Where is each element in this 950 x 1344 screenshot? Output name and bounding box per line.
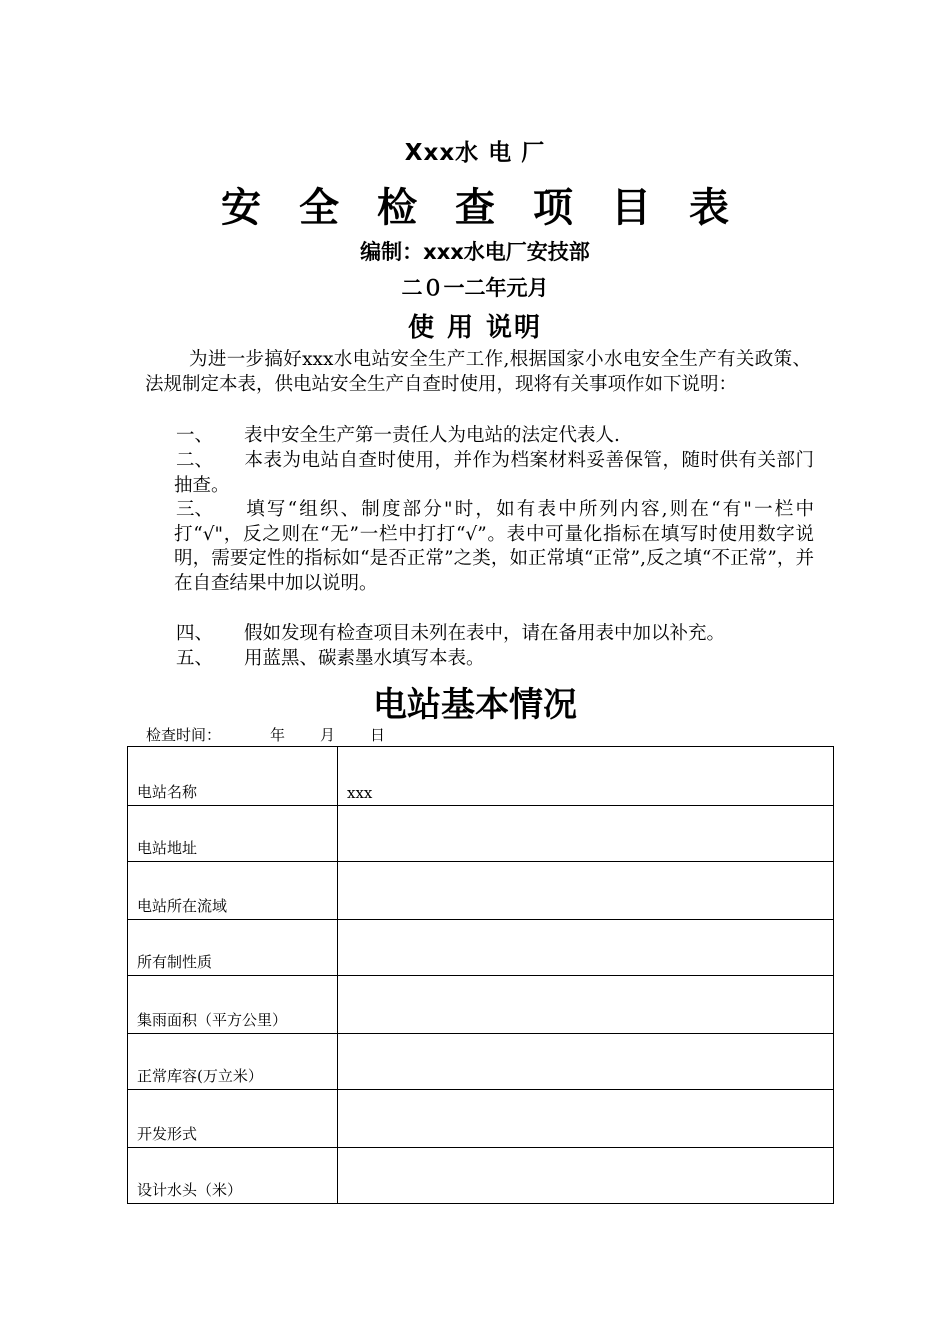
row-label: 正常库容(万立米） — [128, 1034, 338, 1090]
instruction-item — [174, 424, 814, 449]
item-number: 四、 — [176, 623, 214, 644]
row-value[interactable] — [338, 862, 834, 920]
item-text: 本表为电站自查时使用，并作为档案材料妥善保管，随时供有关部门抽查。 — [174, 450, 814, 496]
check-time — [146, 724, 385, 745]
table-row — [128, 862, 834, 920]
item-text: 用蓝黑、碳素墨水填写本表。 — [244, 648, 485, 669]
row-label: 所有制性质 — [128, 920, 338, 976]
table-row — [128, 1090, 834, 1148]
row-value[interactable] — [338, 976, 834, 1034]
check-time-day: 日 — [370, 726, 386, 744]
table-row — [128, 806, 834, 862]
row-label: 设计水头（米） — [128, 1148, 338, 1204]
row-label: 开发形式 — [128, 1090, 338, 1148]
station-info-table — [127, 746, 834, 1204]
table-row — [128, 747, 834, 806]
item-number: 二、 — [176, 450, 214, 471]
instruction-item — [174, 449, 814, 498]
table-row — [128, 920, 834, 976]
item-text: 表中安全生产第一责任人为电站的法定代表人. — [244, 425, 620, 446]
editor-line: 编制：xxx水电厂安技部 — [360, 240, 590, 264]
page-title: 安全检查项目表 — [221, 185, 767, 231]
date-line: 二０一二年元月 — [401, 276, 549, 300]
instruction-item — [174, 647, 814, 672]
row-label: 集雨面积（平方公里） — [128, 976, 338, 1034]
row-value[interactable] — [338, 1090, 834, 1148]
row-value[interactable] — [338, 1034, 834, 1090]
intro-paragraph: 为进一步搞好xxx水电站安全生产工作,根据国家小水电安全生产有关政策、法规制定本表，供电站安全生产自查时使用，现将有关事项作如下说明： — [145, 349, 811, 395]
row-value[interactable] — [338, 920, 834, 976]
check-time-year: 年 — [270, 726, 286, 744]
item-number: 三、 — [176, 499, 214, 520]
item-text: 填写“组织、制度部分"时，如有表中所列内容,则在“有"一栏中打“√"，反之则在“无”一栏中打打“√”。表中可量化指标在填写时使用数字说明，需要定性的指标如“是否正常”之类，如正常填“正常”,反之填“不正常”，并在自查结果中加以说明。 — [174, 499, 814, 594]
instruction-item — [174, 498, 814, 596]
factory-name: Xxx水 电 厂 — [404, 140, 546, 166]
instruction-item — [174, 622, 824, 647]
item-number: 一、 — [176, 425, 214, 446]
usage-heading: 使 用 说明 — [407, 313, 543, 343]
row-label: 电站所在流域 — [128, 862, 338, 920]
row-label: 电站地址 — [128, 806, 338, 862]
table-row — [128, 976, 834, 1034]
row-value[interactable]: xxx — [338, 747, 834, 806]
check-time-label: 检查时间： — [146, 726, 222, 744]
row-label: 电站名称 — [128, 747, 338, 806]
item-number: 五、 — [176, 648, 214, 669]
table-row — [128, 1034, 834, 1090]
check-time-month: 月 — [320, 726, 336, 744]
item-text: 假如发现有检查项目未列在表中，请在备用表中加以补充。 — [244, 623, 726, 644]
table-row — [128, 1148, 834, 1204]
row-value[interactable] — [338, 1148, 834, 1204]
row-value[interactable] — [338, 806, 834, 862]
section-title: 电站基本情况 — [373, 685, 577, 725]
